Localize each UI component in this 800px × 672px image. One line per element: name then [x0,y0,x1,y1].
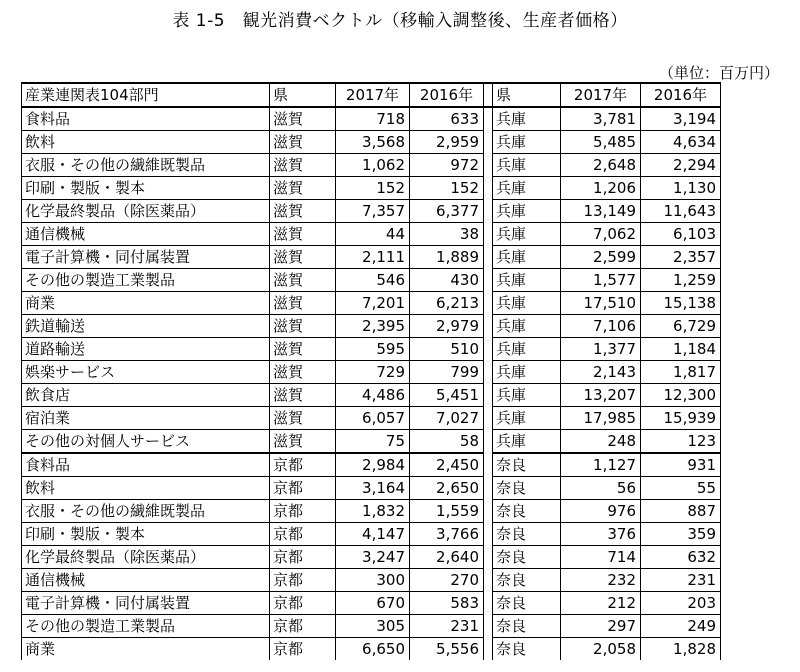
cell-pref-right: 兵庫 [493,292,561,315]
cell-pref-left: 京都 [270,615,336,638]
column-gap [484,338,493,361]
cell-sector: 食料品 [22,453,270,477]
table-row [22,200,721,223]
table-row [22,384,721,407]
cell-pref-right: 兵庫 [493,107,561,131]
header-2016-right: 2016年 [641,83,721,107]
cell-pref-right: 奈良 [493,638,561,661]
cell-2016-right: 11,643 [641,200,721,223]
cell-2016-left: 2,650 [410,477,484,500]
cell-2016-right: 1,828 [641,638,721,661]
cell-2016-left: 583 [410,592,484,615]
cell-pref-right: 兵庫 [493,246,561,269]
cell-2017-left: 3,247 [336,546,410,569]
cell-2016-left: 231 [410,615,484,638]
cell-pref-left: 京都 [270,592,336,615]
table-row [22,131,721,154]
cell-pref-right: 兵庫 [493,223,561,246]
header-row [22,83,721,107]
cell-2016-right: 632 [641,546,721,569]
table-row [22,338,721,361]
cell-pref-right: 奈良 [493,615,561,638]
cell-sector: その他の製造工業製品 [22,615,270,638]
column-gap [484,500,493,523]
cell-2016-left: 152 [410,177,484,200]
cell-2016-right: 2,294 [641,154,721,177]
cell-2017-left: 595 [336,338,410,361]
cell-sector: その他の対個人サービス [22,430,270,454]
cell-2017-right: 17,985 [561,407,641,430]
cell-2017-right: 7,106 [561,315,641,338]
cell-sector: 飲食店 [22,384,270,407]
cell-sector: 宿泊業 [22,407,270,430]
column-gap [484,430,493,454]
cell-pref-left: 滋賀 [270,269,336,292]
table-row [22,477,721,500]
cell-2016-right: 931 [641,453,721,477]
cell-sector: 娯楽サービス [22,361,270,384]
header-pref-right: 県 [493,83,561,107]
cell-2017-left: 1,062 [336,154,410,177]
unit-note: （単位：百万円） [658,64,779,82]
cell-2016-left: 7,027 [410,407,484,430]
cell-pref-left: 滋賀 [270,407,336,430]
cell-sector: 食料品 [22,107,270,131]
cell-2016-left: 2,450 [410,453,484,477]
cell-pref-left: 滋賀 [270,361,336,384]
table-row [22,177,721,200]
cell-pref-left: 滋賀 [270,223,336,246]
table-row [22,430,721,454]
cell-sector: その他の製造工業製品 [22,269,270,292]
table-title: 表 1-5 観光消費ベクトル（移輸入調整後、生産者価格） [172,11,628,31]
cell-pref-left: 滋賀 [270,430,336,454]
cell-pref-left: 京都 [270,500,336,523]
cell-2017-right: 13,207 [561,384,641,407]
table-row [22,592,721,615]
cell-pref-right: 兵庫 [493,407,561,430]
table-row [22,407,721,430]
table-row [22,546,721,569]
header-2016-left: 2016年 [410,83,484,107]
cell-2017-right: 1,206 [561,177,641,200]
cell-pref-right: 奈良 [493,453,561,477]
cell-2017-right: 13,149 [561,200,641,223]
cell-2017-right: 976 [561,500,641,523]
cell-2016-right: 6,103 [641,223,721,246]
cell-2017-right: 248 [561,430,641,454]
cell-sector: 衣服・その他の繊維既製品 [22,154,270,177]
cell-sector: 電子計算機・同付属装置 [22,246,270,269]
cell-2017-left: 300 [336,569,410,592]
cell-2016-left: 972 [410,154,484,177]
column-gap [484,131,493,154]
cell-2016-right: 887 [641,500,721,523]
column-gap [484,453,493,477]
cell-pref-right: 兵庫 [493,177,561,200]
cell-2017-right: 2,599 [561,246,641,269]
cell-2017-left: 4,147 [336,523,410,546]
cell-2016-left: 633 [410,107,484,131]
cell-pref-left: 滋賀 [270,154,336,177]
cell-sector: 衣服・その他の繊維既製品 [22,500,270,523]
cell-sector: 通信機械 [22,569,270,592]
cell-sector: 電子計算機・同付属装置 [22,592,270,615]
cell-sector: 印刷・製版・製本 [22,177,270,200]
table-row [22,315,721,338]
cell-pref-right: 奈良 [493,500,561,523]
table-row [22,569,721,592]
column-gap [484,569,493,592]
cell-pref-left: 滋賀 [270,384,336,407]
cell-2017-right: 232 [561,569,641,592]
cell-2016-left: 3,766 [410,523,484,546]
cell-pref-right: 兵庫 [493,361,561,384]
column-gap [484,269,493,292]
table-row [22,223,721,246]
cell-2017-left: 2,984 [336,453,410,477]
cell-2017-right: 714 [561,546,641,569]
column-gap [484,477,493,500]
cell-2016-left: 1,559 [410,500,484,523]
cell-pref-right: 兵庫 [493,384,561,407]
cell-2017-left: 546 [336,269,410,292]
cell-pref-left: 京都 [270,569,336,592]
tourism-consumption-table [21,82,721,660]
cell-pref-left: 滋賀 [270,131,336,154]
cell-pref-right: 兵庫 [493,200,561,223]
cell-2017-right: 1,377 [561,338,641,361]
cell-pref-right: 奈良 [493,569,561,592]
column-gap [484,177,493,200]
column-gap [484,523,493,546]
cell-2016-right: 359 [641,523,721,546]
cell-2017-left: 305 [336,615,410,638]
column-gap [484,200,493,223]
cell-2017-right: 7,062 [561,223,641,246]
column-gap [484,384,493,407]
cell-2016-left: 58 [410,430,484,454]
cell-pref-right: 奈良 [493,592,561,615]
cell-pref-left: 京都 [270,477,336,500]
column-gap [484,407,493,430]
column-gap [484,615,493,638]
header-2017-right: 2017年 [561,83,641,107]
cell-2016-left: 2,640 [410,546,484,569]
cell-pref-left: 滋賀 [270,338,336,361]
cell-pref-left: 京都 [270,523,336,546]
cell-2016-left: 5,556 [410,638,484,661]
cell-2016-left: 799 [410,361,484,384]
cell-sector: 鉄道輸送 [22,315,270,338]
cell-2016-left: 38 [410,223,484,246]
cell-2016-right: 15,138 [641,292,721,315]
cell-2017-left: 670 [336,592,410,615]
cell-2017-left: 7,201 [336,292,410,315]
cell-pref-left: 滋賀 [270,315,336,338]
table-row [22,523,721,546]
cell-2016-left: 510 [410,338,484,361]
cell-2017-left: 3,568 [336,131,410,154]
cell-pref-right: 兵庫 [493,154,561,177]
cell-2017-right: 5,485 [561,131,641,154]
cell-sector: 飲料 [22,477,270,500]
cell-2017-right: 1,577 [561,269,641,292]
cell-sector: 通信機械 [22,223,270,246]
table-row [22,500,721,523]
column-gap [484,246,493,269]
header-2017-left: 2017年 [336,83,410,107]
table-row [22,638,721,661]
cell-2016-left: 270 [410,569,484,592]
cell-2017-right: 212 [561,592,641,615]
cell-2017-right: 297 [561,615,641,638]
cell-2017-right: 17,510 [561,292,641,315]
cell-pref-right: 奈良 [493,477,561,500]
cell-2017-left: 718 [336,107,410,131]
cell-2017-right: 3,781 [561,107,641,131]
table-row [22,453,721,477]
cell-2017-left: 6,650 [336,638,410,661]
cell-sector: 道路輸送 [22,338,270,361]
table-row [22,269,721,292]
cell-sector: 商業 [22,638,270,661]
cell-pref-left: 京都 [270,453,336,477]
cell-2016-right: 1,817 [641,361,721,384]
cell-2017-right: 2,058 [561,638,641,661]
cell-2016-right: 123 [641,430,721,454]
table-row [22,154,721,177]
table-row [22,246,721,269]
cell-pref-right: 兵庫 [493,269,561,292]
cell-sector: 印刷・製版・製本 [22,523,270,546]
column-gap [484,83,493,107]
cell-pref-right: 兵庫 [493,131,561,154]
cell-sector: 化学最終製品（除医薬品） [22,546,270,569]
cell-2016-right: 203 [641,592,721,615]
cell-sector: 商業 [22,292,270,315]
cell-2017-left: 44 [336,223,410,246]
table-row [22,361,721,384]
cell-2017-left: 152 [336,177,410,200]
column-gap [484,315,493,338]
cell-2017-left: 4,486 [336,384,410,407]
cell-2017-left: 7,357 [336,200,410,223]
cell-pref-right: 奈良 [493,546,561,569]
cell-pref-left: 滋賀 [270,292,336,315]
cell-2017-right: 2,648 [561,154,641,177]
cell-pref-right: 兵庫 [493,315,561,338]
column-gap [484,638,493,661]
column-gap [484,292,493,315]
cell-2017-left: 3,164 [336,477,410,500]
cell-2016-left: 6,213 [410,292,484,315]
column-gap [484,546,493,569]
table-row [22,615,721,638]
cell-2016-right: 55 [641,477,721,500]
table-row [22,292,721,315]
cell-2017-right: 376 [561,523,641,546]
column-gap [484,154,493,177]
column-gap [484,592,493,615]
cell-pref-right: 兵庫 [493,430,561,454]
cell-pref-left: 滋賀 [270,246,336,269]
cell-2017-left: 75 [336,430,410,454]
cell-2016-right: 15,939 [641,407,721,430]
cell-2016-left: 2,959 [410,131,484,154]
cell-2016-right: 1,259 [641,269,721,292]
cell-2016-left: 1,889 [410,246,484,269]
cell-pref-left: 滋賀 [270,107,336,131]
cell-2017-left: 2,111 [336,246,410,269]
cell-pref-left: 滋賀 [270,177,336,200]
column-gap [484,107,493,131]
cell-2016-left: 2,979 [410,315,484,338]
header-sector: 産業連関表104部門 [22,83,270,107]
header-pref-left: 県 [270,83,336,107]
cell-2016-right: 231 [641,569,721,592]
cell-pref-right: 奈良 [493,523,561,546]
cell-2017-right: 1,127 [561,453,641,477]
cell-2016-right: 3,194 [641,107,721,131]
cell-2017-right: 2,143 [561,361,641,384]
cell-pref-right: 兵庫 [493,338,561,361]
cell-2016-left: 6,377 [410,200,484,223]
cell-2016-right: 12,300 [641,384,721,407]
cell-2017-left: 729 [336,361,410,384]
cell-2016-left: 5,451 [410,384,484,407]
cell-2016-right: 1,184 [641,338,721,361]
cell-2016-left: 430 [410,269,484,292]
cell-pref-left: 滋賀 [270,200,336,223]
cell-2017-left: 1,832 [336,500,410,523]
cell-sector: 飲料 [22,131,270,154]
column-gap [484,223,493,246]
column-gap [484,361,493,384]
cell-2016-right: 6,729 [641,315,721,338]
table-body [22,107,721,660]
cell-2016-right: 2,357 [641,246,721,269]
cell-2016-right: 249 [641,615,721,638]
cell-2017-right: 56 [561,477,641,500]
cell-pref-left: 京都 [270,638,336,661]
cell-sector: 化学最終製品（除医薬品） [22,200,270,223]
cell-pref-left: 京都 [270,546,336,569]
cell-2017-left: 6,057 [336,407,410,430]
cell-2016-right: 4,634 [641,131,721,154]
cell-2017-left: 2,395 [336,315,410,338]
cell-2016-right: 1,130 [641,177,721,200]
table-row [22,107,721,131]
